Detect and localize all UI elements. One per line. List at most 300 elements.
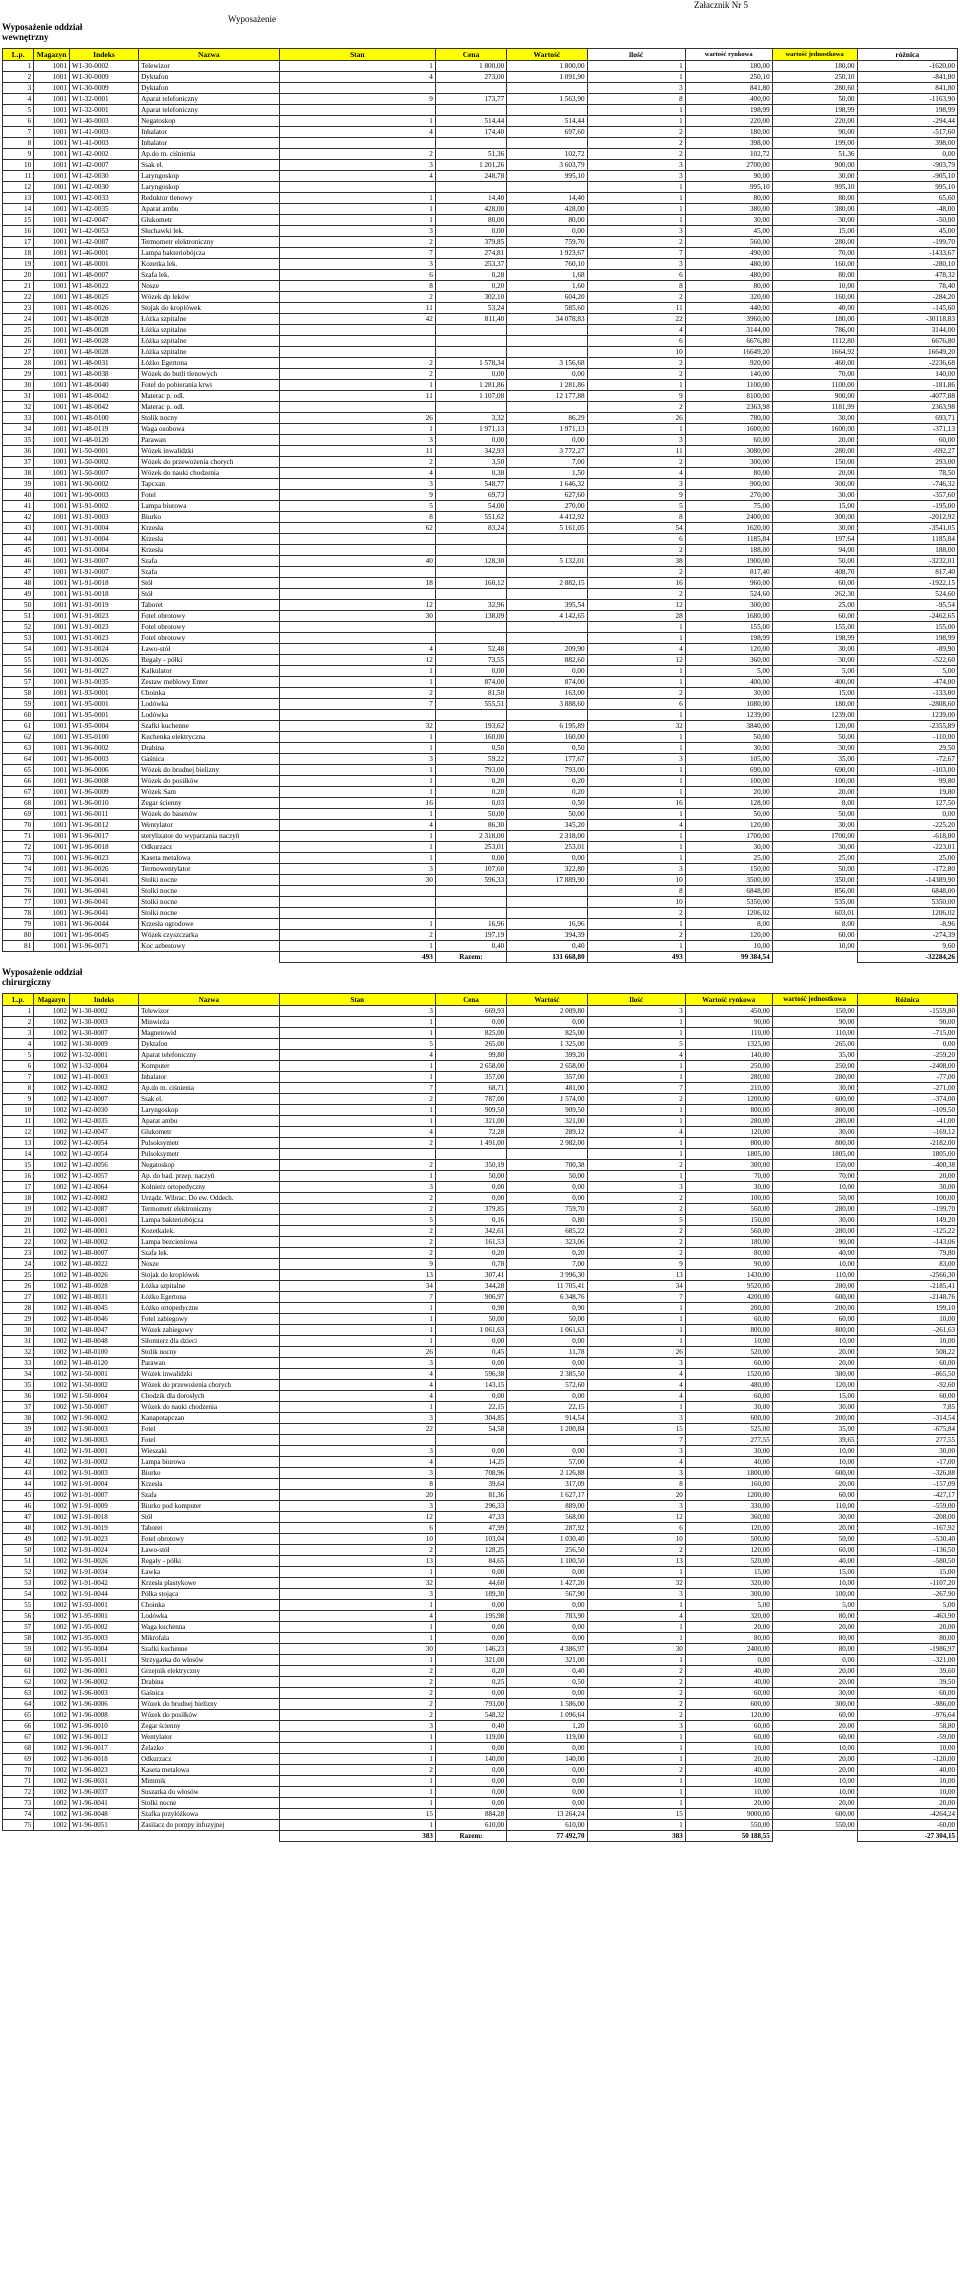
cell-roznica: 277,55 (857, 1435, 958, 1446)
cell-stan: 7 (279, 1083, 435, 1094)
cell-magazyn: 1001 (34, 171, 70, 182)
cell-wartosc (507, 545, 587, 556)
cell-magazyn: 1002 (34, 1655, 70, 1666)
cell-nazwa: Łóżko Egertona (139, 1292, 280, 1303)
cell-cena: 53,24 (435, 303, 506, 314)
cell-stan: 2 (279, 1545, 435, 1556)
cell-ilosc: 3 (587, 1721, 685, 1732)
cell-ilosc: 4 (587, 1369, 685, 1380)
table-row (3, 303, 958, 314)
col-stan: Stan (279, 49, 435, 61)
cell-magazyn: 1002 (34, 1116, 70, 1127)
cell-wartosc: 1 061,63 (507, 1325, 587, 1336)
cell-nazwa: Parawan (139, 1358, 280, 1369)
cell-cena (435, 1149, 506, 1160)
cell-roznica: 995,10 (857, 182, 958, 193)
cell-jedn: 30,00 (772, 655, 857, 666)
cell-stan (279, 138, 435, 149)
cell-nazwa: Szafa (139, 556, 280, 567)
table-row (3, 435, 958, 446)
cell-lp: 26 (3, 336, 34, 347)
cell-jedn: 380,00 (772, 204, 857, 215)
cell-jedn: 900,00 (772, 160, 857, 171)
cell-cena: 161,53 (435, 1237, 506, 1248)
cell-jedn: 800,00 (772, 1325, 857, 1336)
cell-lp: 72 (3, 842, 34, 853)
table-row (3, 600, 958, 611)
cell-rynkowa: 188,00 (685, 545, 772, 556)
cell-nazwa: Komputer (139, 1061, 280, 1072)
cell-indeks: W1-48-0047 (69, 1325, 138, 1336)
cell-lp: 2 (3, 1017, 34, 1028)
cell-nazwa: Materac p. odl. (139, 402, 280, 413)
cell-jedn: 20,00 (772, 1523, 857, 1534)
cell-indeks: W1-90-0003 (69, 1424, 138, 1435)
cell-ilosc: 6 (587, 270, 685, 281)
cell-lp: 46 (3, 556, 34, 567)
cell-indeks: W1-41-0003 (69, 127, 138, 138)
col-wartosc-jedn: wartość jednostkowa (772, 49, 857, 61)
cell-jedn: 60,00 (772, 1490, 857, 1501)
cell-nazwa: Kaseta metalowa (139, 853, 280, 864)
cell-magazyn: 1002 (34, 1479, 70, 1490)
cell-jedn: 1239,00 (772, 710, 857, 721)
cell-jedn: 250,00 (772, 1061, 857, 1072)
cell-ilosc: 10 (587, 875, 685, 886)
cell-nazwa: Łóżko ortopedyczne (139, 1303, 280, 1314)
cell-jedn: 40,00 (772, 1248, 857, 1259)
cell-cena: 173,77 (435, 94, 506, 105)
cell-roznica: -2182,00 (857, 1138, 958, 1149)
cell-stan: 2 (279, 688, 435, 699)
cell-stan (279, 622, 435, 633)
cell-jedn: 10,00 (772, 1446, 857, 1457)
cell-nazwa: Inhalator (139, 127, 280, 138)
cell-ilosc: 38 (587, 556, 685, 567)
cell-nazwa: Lampa biurowa (139, 501, 280, 512)
cell-indeks: W1-30-0009 (69, 72, 138, 83)
table-row (3, 1523, 958, 1534)
cell-wartosc: 572,60 (507, 1380, 587, 1391)
cell-wartosc: 481,00 (507, 1083, 587, 1094)
cell-magazyn: 1002 (34, 1083, 70, 1094)
cell-roznica: 693,71 (857, 413, 958, 424)
total-empty (139, 1831, 280, 1842)
cell-indeks: W1-95-0001 (69, 710, 138, 721)
table-row (3, 820, 958, 831)
cell-jedn: 80,00 (772, 270, 857, 281)
cell-roznica: -1986,97 (857, 1644, 958, 1655)
cell-jedn: 30,00 (772, 1127, 857, 1138)
cell-indeks: W1-96-0041 (69, 1798, 138, 1809)
table-row (3, 1820, 958, 1831)
cell-stan: 2 (279, 369, 435, 380)
cell-magazyn: 1001 (34, 798, 70, 809)
cell-cena: 0,00 (435, 435, 506, 446)
cell-indeks: W1-95-0011 (69, 1655, 138, 1666)
cell-indeks: W1-48-0028 (69, 314, 138, 325)
cell-roznica: 5,00 (857, 1600, 958, 1611)
table-row (3, 1765, 958, 1776)
cell-jedn: 5,00 (772, 1600, 857, 1611)
cell-rynkowa: 817,40 (685, 567, 772, 578)
cell-jedn: 20,00 (772, 1798, 857, 1809)
cell-indeks: W1-42-0053 (69, 226, 138, 237)
cell-lp: 42 (3, 512, 34, 523)
cell-cena (435, 589, 506, 600)
cell-magazyn: 1001 (34, 369, 70, 380)
cell-rynkowa: 0,00 (685, 1655, 772, 1666)
cell-stan: 1 (279, 1314, 435, 1325)
cell-ilosc: 2 (587, 127, 685, 138)
table-row (3, 1600, 958, 1611)
cell-cena: 548,77 (435, 479, 506, 490)
cell-wartosc: 3 156,68 (507, 358, 587, 369)
cell-roznica: 99,80 (857, 776, 958, 787)
cell-indeks: W1-48-0022 (69, 281, 138, 292)
cell-wartosc: 1 325,00 (507, 1039, 587, 1050)
cell-stan: 1 (279, 1105, 435, 1116)
cell-lp: 63 (3, 1688, 34, 1699)
cell-rynkowa: 330,00 (685, 1501, 772, 1512)
cell-stan: 7 (279, 699, 435, 710)
cell-ilosc: 1 (587, 1061, 685, 1072)
cell-lp: 4 (3, 94, 34, 105)
cell-roznica: 60,00 (857, 1358, 958, 1369)
cell-ilosc: 1 (587, 105, 685, 116)
cell-rynkowa: 105,00 (685, 754, 772, 765)
table-row (3, 1655, 958, 1666)
cell-rynkowa: 80,00 (685, 1633, 772, 1644)
cell-lp: 35 (3, 435, 34, 446)
cell-nazwa: Gaśnica (139, 1688, 280, 1699)
cell-magazyn: 1001 (34, 72, 70, 83)
cell-cena: 669,93 (435, 1006, 506, 1017)
total-rynkowa: 99 384,54 (685, 952, 772, 963)
table-row (3, 1666, 958, 1677)
cell-wartosc: 2 385,50 (507, 1369, 587, 1380)
cell-jedn: 900,00 (772, 391, 857, 402)
cell-ilosc: 15 (587, 1424, 685, 1435)
cell-ilosc: 11 (587, 303, 685, 314)
cell-ilosc: 2 (587, 1094, 685, 1105)
cell-jedn: 15,00 (772, 688, 857, 699)
cell-nazwa: Lampa bakteriobójcza (139, 1215, 280, 1226)
cell-lp: 43 (3, 1468, 34, 1479)
cell-rynkowa: 1620,00 (685, 523, 772, 534)
cell-magazyn: 1002 (34, 1402, 70, 1413)
cell-cena: 909,50 (435, 1105, 506, 1116)
cell-nazwa: Lodówka (139, 699, 280, 710)
cell-ilosc: 1 (587, 182, 685, 193)
table-row (3, 930, 958, 941)
table-row (3, 72, 958, 83)
cell-nazwa: Stolki nocne (139, 886, 280, 897)
cell-stan: 2 (279, 1226, 435, 1237)
cell-wartosc: 604,20 (507, 292, 587, 303)
cell-magazyn: 1001 (34, 149, 70, 160)
cell-ilosc: 7 (587, 1083, 685, 1094)
cell-roznica: -1559,80 (857, 1006, 958, 1017)
table-row (3, 1061, 958, 1072)
cell-ilosc: 3 (587, 754, 685, 765)
cell-lp: 14 (3, 204, 34, 215)
cell-nazwa: Wózek do brudnej bielizny (139, 1699, 280, 1710)
cell-ilosc: 1 (587, 842, 685, 853)
cell-lp: 8 (3, 138, 34, 149)
cell-ilosc: 1 (587, 1754, 685, 1765)
cell-nazwa: Krzesła ogrodowe (139, 919, 280, 930)
cell-lp: 72 (3, 1787, 34, 1798)
cell-magazyn: 1002 (34, 1314, 70, 1325)
cell-rynkowa: 524,60 (685, 589, 772, 600)
cell-indeks: W1-41-0003 (69, 138, 138, 149)
cell-stan: 7 (279, 248, 435, 259)
col-magazyn: Magazyn (34, 994, 70, 1006)
cell-rynkowa: 25,00 (685, 853, 772, 864)
cell-indeks: W1-95-0003 (69, 1633, 138, 1644)
cell-indeks: W1-48-0042 (69, 391, 138, 402)
cell-lp: 58 (3, 1633, 34, 1644)
cell-roznica: -92,60 (857, 1380, 958, 1391)
cell-nazwa: Tapczan (139, 479, 280, 490)
cell-stan: 7 (279, 1292, 435, 1303)
cell-nazwa: Koc azbestowy (139, 941, 280, 952)
cell-wartosc: 323,06 (507, 1237, 587, 1248)
cell-nazwa: Fotel obrotowy (139, 633, 280, 644)
table-row (3, 1171, 958, 1182)
cell-nazwa: Ssak el. (139, 160, 280, 171)
cell-rynkowa: 480,00 (685, 259, 772, 270)
cell-cena: 825,00 (435, 1028, 506, 1039)
cell-rynkowa: 5,00 (685, 1600, 772, 1611)
cell-magazyn: 1001 (34, 710, 70, 721)
cell-nazwa: Glukometr (139, 1127, 280, 1138)
cell-nazwa: Lampa bezcieniowa (139, 1237, 280, 1248)
table-row (3, 1710, 958, 1721)
cell-nazwa: Łóżka szpitalne (139, 336, 280, 347)
cell-rynkowa: 6848,00 (685, 886, 772, 897)
cell-roznica: 155,00 (857, 622, 958, 633)
cell-wartosc: 140,00 (507, 1754, 587, 1765)
cell-indeks: W1-42-0035 (69, 1116, 138, 1127)
cell-magazyn: 1002 (34, 1215, 70, 1226)
total-roznica: -32284,26 (857, 952, 958, 963)
table-row (3, 875, 958, 886)
cell-indeks: W1-91-0024 (69, 644, 138, 655)
cell-magazyn: 1002 (34, 1468, 70, 1479)
cell-wartosc: 2 982,00 (507, 1138, 587, 1149)
cell-magazyn: 1001 (34, 589, 70, 600)
cell-indeks: W1-96-0011 (69, 809, 138, 820)
cell-stan: 2 (279, 1204, 435, 1215)
cell-wartosc: 0,00 (507, 1622, 587, 1633)
cell-stan: 4 (279, 1457, 435, 1468)
cell-jedn: 1700,00 (772, 831, 857, 842)
cell-roznica: -271,00 (857, 1083, 958, 1094)
cell-lp: 12 (3, 1127, 34, 1138)
cell-ilosc: 2 (587, 237, 685, 248)
cell-rynkowa: 40,00 (685, 1765, 772, 1776)
cell-rynkowa: 300,00 (685, 600, 772, 611)
cell-jedn: 300,00 (772, 1699, 857, 1710)
cell-stan: 1 (279, 1303, 435, 1314)
cell-ilosc: 6 (587, 1523, 685, 1534)
cell-lp: 2 (3, 72, 34, 83)
cell-lp: 30 (3, 380, 34, 391)
cell-cena: 1 578,34 (435, 358, 506, 369)
cell-wartosc: 163,00 (507, 688, 587, 699)
cell-roznica: -1107,20 (857, 1578, 958, 1589)
cell-stan: 9 (279, 490, 435, 501)
cell-rynkowa: 280,00 (685, 1072, 772, 1083)
cell-rynkowa: 120,00 (685, 644, 772, 655)
cell-magazyn: 1001 (34, 688, 70, 699)
cell-lp: 10 (3, 1105, 34, 1116)
cell-magazyn: 1002 (34, 1556, 70, 1567)
cell-indeks: W1-96-0012 (69, 1732, 138, 1743)
table-row (3, 358, 958, 369)
cell-wartosc: 395,54 (507, 600, 587, 611)
cell-rynkowa: 180,00 (685, 127, 772, 138)
cell-indeks: W1-96-0017 (69, 831, 138, 842)
cell-stan: 32 (279, 721, 435, 732)
cell-roznica: 841,80 (857, 83, 958, 94)
cell-indeks: W1-96-0031 (69, 1776, 138, 1787)
cell-rynkowa: 400,00 (685, 94, 772, 105)
cell-stan: 2 (279, 1237, 435, 1248)
cell-jedn: 40,00 (772, 303, 857, 314)
cell-roznica: 127,50 (857, 798, 958, 809)
cell-jedn: 20,00 (772, 1347, 857, 1358)
cell-ilosc: 2 (587, 589, 685, 600)
cell-nazwa: Wózek dp leków (139, 292, 280, 303)
table-row (3, 809, 958, 820)
cell-nazwa: Aparat telefoniczny (139, 1050, 280, 1061)
cell-cena (435, 402, 506, 413)
cell-roznica: -199,70 (857, 1204, 958, 1215)
cell-stan: 4 (279, 468, 435, 479)
cell-wartosc (507, 336, 587, 347)
cell-nazwa: Laryngoskop (139, 1105, 280, 1116)
cell-indeks: W1-48-0001 (69, 1226, 138, 1237)
cell-jedn: 10,00 (772, 1336, 857, 1347)
cell-jedn: 80,00 (772, 1633, 857, 1644)
cell-rynkowa: 50,00 (685, 809, 772, 820)
cell-ilosc: 2 (587, 545, 685, 556)
cell-magazyn: 1002 (34, 1182, 70, 1193)
cell-rynkowa: 360,00 (685, 1512, 772, 1523)
cell-indeks: W1-91-0035 (69, 677, 138, 688)
cell-indeks: W1-42-0054 (69, 1149, 138, 1160)
cell-nazwa: Szafa lek. (139, 270, 280, 281)
cell-cena: 0,00 (435, 1633, 506, 1644)
cell-wartosc: 5 132,01 (507, 556, 587, 567)
cell-roznica: -223,01 (857, 842, 958, 853)
cell-roznica: -50,00 (857, 215, 958, 226)
cell-ilosc: 1 (587, 1028, 685, 1039)
cell-ilosc: 2 (587, 1226, 685, 1237)
cell-roznica: -48,00 (857, 204, 958, 215)
cell-rynkowa: 250,10 (685, 72, 772, 83)
cell-rynkowa: 110,00 (685, 1028, 772, 1039)
cell-indeks: W1-95-0100 (69, 732, 138, 743)
cell-nazwa: Zasilacz do pompy infuzyjnej (139, 1820, 280, 1831)
table-row (3, 1347, 958, 1358)
cell-lp: 39 (3, 479, 34, 490)
cell-cena: 0,00 (435, 1336, 506, 1347)
cell-cena: 0,20 (435, 776, 506, 787)
cell-wartosc (507, 908, 587, 919)
cell-jedn: 120,00 (772, 1380, 857, 1391)
cell-stan: 4 (279, 171, 435, 182)
table-row (3, 589, 958, 600)
cell-magazyn: 1001 (34, 908, 70, 919)
cell-ilosc: 7 (587, 1435, 685, 1446)
cell-magazyn: 1001 (34, 391, 70, 402)
cell-ilosc: 1 (587, 1600, 685, 1611)
cell-rynkowa: 250,00 (685, 1061, 772, 1072)
cell-magazyn: 1002 (34, 1490, 70, 1501)
table-row (3, 1490, 958, 1501)
col-roznica: Różnica (857, 994, 958, 1006)
cell-jedn: 70,00 (772, 369, 857, 380)
cell-ilosc: 8 (587, 94, 685, 105)
cell-ilosc: 8 (587, 1479, 685, 1490)
cell-jedn: 30,00 (772, 820, 857, 831)
cell-nazwa: Stojak do kroplówek (139, 1270, 280, 1281)
cell-wartosc: 1 627,17 (507, 1490, 587, 1501)
cell-magazyn: 1001 (34, 864, 70, 875)
table-row (3, 1314, 958, 1325)
cell-wartosc: 50,00 (507, 1171, 587, 1182)
cell-roznica: -41,00 (857, 1116, 958, 1127)
table-row (3, 655, 958, 666)
cell-magazyn: 1001 (34, 270, 70, 281)
cell-nazwa: Wózek inwalidzki (139, 1369, 280, 1380)
cell-lp: 36 (3, 446, 34, 457)
cell-magazyn: 1001 (34, 347, 70, 358)
cell-indeks: W1-91-0023 (69, 633, 138, 644)
cell-indeks: W1-48-0031 (69, 1292, 138, 1303)
cell-indeks: W1-48-0100 (69, 413, 138, 424)
cell-lp: 37 (3, 457, 34, 468)
cell-lp: 59 (3, 1644, 34, 1655)
cell-ilosc: 8 (587, 281, 685, 292)
cell-jedn: 39,65 (772, 1435, 857, 1446)
cell-rynkowa: 50,00 (685, 732, 772, 743)
cell-jedn: 20,00 (772, 787, 857, 798)
cell-lp: 42 (3, 1457, 34, 1468)
cell-cena: 52,48 (435, 644, 506, 655)
cell-roznica: -2012,92 (857, 512, 958, 523)
cell-indeks: W1-95-0002 (69, 1622, 138, 1633)
cell-magazyn: 1001 (34, 237, 70, 248)
cell-wartosc: 567,90 (507, 1589, 587, 1600)
cell-stan (279, 336, 435, 347)
cell-wartosc: 995,10 (507, 171, 587, 182)
cell-cena: 128,25 (435, 1545, 506, 1556)
cell-jedn: 50,00 (772, 809, 857, 820)
cell-jedn: 20,00 (772, 1677, 857, 1688)
cell-lp: 24 (3, 314, 34, 325)
cell-indeks: W1-96-0009 (69, 787, 138, 798)
cell-cena: 596,38 (435, 1369, 506, 1380)
cell-nazwa: Kołnierz ortopedyczny (139, 1182, 280, 1193)
cell-lp: 5 (3, 1050, 34, 1061)
cell-roznica: 60,00 (857, 1688, 958, 1699)
cell-magazyn: 1002 (34, 1435, 70, 1446)
